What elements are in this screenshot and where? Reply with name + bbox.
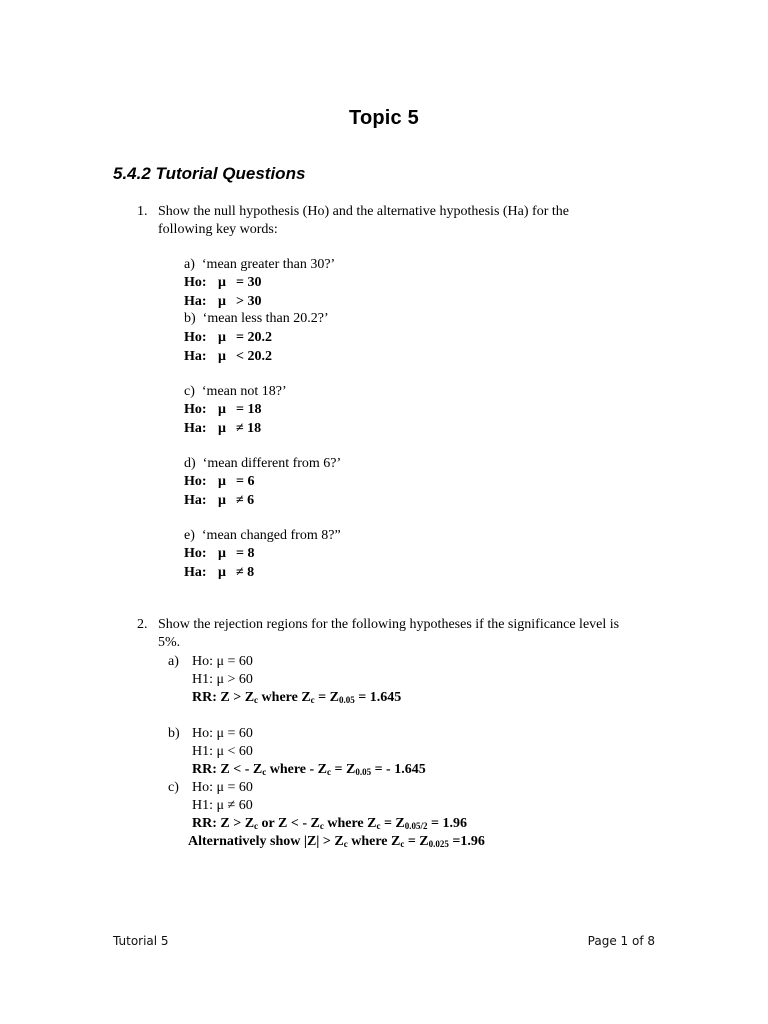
null-hypothesis: Ho: μ = 8 <box>184 546 255 561</box>
alternative-hypothesis: Ha: μ ≠ 18 <box>184 421 262 436</box>
rejection-region: RR: $Z > Z_c$ or Z < - $Z_c$ where $Z_c = Z_{0.05/2} = 1.96$ <box>192 816 468 831</box>
footer-document-name: Tutorial 5 <box>113 934 169 948</box>
question-text: following key words: <box>158 222 278 237</box>
part-label: a) <box>168 654 179 669</box>
null-hypothesis: Ho: μ = 60 <box>192 654 253 669</box>
rejection-region: RR: $Z > Z_c$ where $Z_c = Z_{0.05} = 1.645$ <box>192 690 402 705</box>
question-text: Show the null hypothesis (Ho) and the alternative hypothesis (Ha) for the <box>158 204 569 219</box>
part-label: b) ‘mean less than 20.2?’ <box>184 311 329 326</box>
footer-page-number: Page 1 of 8 <box>587 934 655 948</box>
question-text: 5%. <box>158 635 181 650</box>
alternative-hypothesis: H1: μ > 60 <box>192 672 253 687</box>
part-label: b) <box>168 726 180 741</box>
null-hypothesis: Ho: μ = 30 <box>184 275 262 290</box>
null-hypothesis: Ho: μ = 20.2 <box>184 330 272 345</box>
null-hypothesis: Ho: μ = 60 <box>192 780 253 795</box>
rejection-region: RR: Z < - $Z_c$ where - $Z_c = Z_{0.05}$ = - 1.645 <box>192 762 426 777</box>
section-heading: 5.4.2 Tutorial Questions <box>113 164 306 183</box>
null-hypothesis: Ho: μ = 60 <box>192 726 253 741</box>
page-title: Topic 5 <box>349 107 419 129</box>
alternative-rejection-region: Alternatively show $|Z| > Z_c$ where $Z_c = Z_{0.025} =1.96$ <box>188 834 485 849</box>
null-hypothesis: Ho: μ = 6 <box>184 474 255 489</box>
alternative-hypothesis: Ha: μ ≠ 8 <box>184 565 255 580</box>
alternative-hypothesis: H1: μ ≠ 60 <box>192 798 253 813</box>
part-label: c) ‘mean not 18?’ <box>184 384 287 399</box>
question-text: Show the rejection regions for the following hypotheses if the significance level is <box>158 617 620 632</box>
alternative-hypothesis: Ha: μ > 30 <box>184 294 262 309</box>
part-label: a) ‘mean greater than 30?’ <box>184 257 336 272</box>
question-number: 1. <box>137 204 148 219</box>
null-hypothesis: Ho: μ = 18 <box>184 402 262 417</box>
part-label: e) ‘mean changed from 8?” <box>184 528 341 543</box>
part-label: c) <box>168 780 179 795</box>
alternative-hypothesis: Ha: μ ≠ 6 <box>184 493 255 508</box>
question-number: 2. <box>137 617 148 632</box>
part-label: d) ‘mean different from 6?’ <box>184 456 342 471</box>
alternative-hypothesis: H1: μ < 60 <box>192 744 253 759</box>
alternative-hypothesis: Ha: μ < 20.2 <box>184 349 272 364</box>
